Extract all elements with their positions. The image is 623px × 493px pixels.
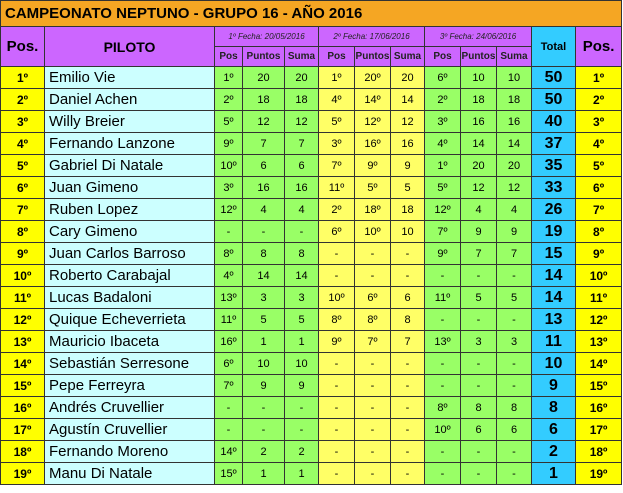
fecha-2-pos-cell: 6º bbox=[319, 221, 355, 243]
fecha-3-puntos-cell: - bbox=[461, 463, 497, 485]
fecha-2-suma-cell: 16 bbox=[391, 133, 425, 155]
pilot-name-cell: Willy Breier bbox=[45, 111, 215, 133]
fecha-3-suma-cell: 8 bbox=[497, 397, 532, 419]
fecha-1-puntos-cell: 5 bbox=[243, 309, 285, 331]
fecha-1-puntos-cell: 8 bbox=[243, 243, 285, 265]
fecha-2-pos-cell: 1º bbox=[319, 67, 355, 89]
fecha-2-suma-cell: - bbox=[391, 265, 425, 287]
table-row bbox=[1, 199, 622, 221]
fecha-1-suma-cell: 5 bbox=[285, 309, 319, 331]
pilot-name-cell: Manu Di Natale bbox=[45, 463, 215, 485]
table-row bbox=[1, 67, 622, 89]
total-cell: 8 bbox=[532, 397, 576, 419]
table-row bbox=[1, 419, 622, 441]
fecha-2-suma-cell: - bbox=[391, 397, 425, 419]
position-right-cell: 18º bbox=[576, 441, 622, 463]
fecha-3-suma-cell: 9 bbox=[497, 221, 532, 243]
total-cell: 15 bbox=[532, 243, 576, 265]
total-cell: 19 bbox=[532, 221, 576, 243]
fecha-1-pos-cell: 1º bbox=[215, 67, 243, 89]
fecha-2-suma-cell: 6 bbox=[391, 287, 425, 309]
fecha-1-puntos-cell: 18 bbox=[243, 89, 285, 111]
fecha-1-puntos-cell: 16 bbox=[243, 177, 285, 199]
fecha-3-pos-cell: - bbox=[425, 441, 461, 463]
total-cell: 10 bbox=[532, 353, 576, 375]
position-right-cell: 8º bbox=[576, 221, 622, 243]
fecha-3-pos-cell: - bbox=[425, 309, 461, 331]
total-cell: 14 bbox=[532, 265, 576, 287]
fecha-2-puntos-cell: 18º bbox=[355, 199, 391, 221]
position-right-cell: 3º bbox=[576, 111, 622, 133]
total-cell: 2 bbox=[532, 441, 576, 463]
fecha-1-puntos-cell: 20 bbox=[243, 67, 285, 89]
fecha-1-pos-cell: 2º bbox=[215, 89, 243, 111]
fecha-2-pos-cell: 9º bbox=[319, 331, 355, 353]
fecha-3-suma-cell: - bbox=[497, 441, 532, 463]
fecha-3-puntos-cell: 8 bbox=[461, 397, 497, 419]
fecha-3-puntos-cell: - bbox=[461, 353, 497, 375]
fecha-3-suma-cell: 10 bbox=[497, 67, 532, 89]
position-cell: 1º bbox=[1, 67, 45, 89]
fecha-2-suma-cell: 20 bbox=[391, 67, 425, 89]
pilot-name-cell: Ruben Lopez bbox=[45, 199, 215, 221]
position-cell: 9º bbox=[1, 243, 45, 265]
fecha-1-puntos-cell: 9 bbox=[243, 375, 285, 397]
fecha-1-puntos-cell: 6 bbox=[243, 155, 285, 177]
position-cell: 16º bbox=[1, 397, 45, 419]
total-cell: 40 bbox=[532, 111, 576, 133]
fecha-3-puntos-cell: 6 bbox=[461, 419, 497, 441]
fecha-1-puntos-cell: 2 bbox=[243, 441, 285, 463]
fecha-3-puntos-cell: 14 bbox=[461, 133, 497, 155]
fecha-1-suma-cell: 10 bbox=[285, 353, 319, 375]
fecha-3-suma-cell: 16 bbox=[497, 111, 532, 133]
position-cell: 4º bbox=[1, 133, 45, 155]
fecha-1-suma-cell: 16 bbox=[285, 177, 319, 199]
fecha-2-pos-cell: 11º bbox=[319, 177, 355, 199]
pilot-name-cell: Fernando Lanzone bbox=[45, 133, 215, 155]
fecha-2-header: 2º Fecha: 17/06/2016 bbox=[319, 27, 425, 47]
total-cell: 9 bbox=[532, 375, 576, 397]
position-cell: 2º bbox=[1, 89, 45, 111]
fecha-1-header: 1º Fecha: 20/05/2016 bbox=[215, 27, 319, 47]
fecha-2-pos-cell: - bbox=[319, 265, 355, 287]
fecha-1-suma-cell: - bbox=[285, 419, 319, 441]
fecha-2-pos-cell: - bbox=[319, 243, 355, 265]
fecha-3-puntos-cell: - bbox=[461, 375, 497, 397]
fecha-1-pos-cell: 4º bbox=[215, 265, 243, 287]
total-cell: 33 bbox=[532, 177, 576, 199]
fecha-2-suma-cell: 9 bbox=[391, 155, 425, 177]
position-cell: 5º bbox=[1, 155, 45, 177]
pilot-name-cell: Emilio Vie bbox=[45, 67, 215, 89]
table-row bbox=[1, 221, 622, 243]
fecha-2-pos-cell: 10º bbox=[319, 287, 355, 309]
fecha-3-puntos-cell: 9 bbox=[461, 221, 497, 243]
fecha-3-puntos-cell: 4 bbox=[461, 199, 497, 221]
fecha-2-puntos-cell: - bbox=[355, 375, 391, 397]
fecha-1-suma-cell: 9 bbox=[285, 375, 319, 397]
position-right-cell: 11º bbox=[576, 287, 622, 309]
fecha-3-puntos-cell: 12 bbox=[461, 177, 497, 199]
position-cell: 7º bbox=[1, 199, 45, 221]
fecha-3-puntos-cell: - bbox=[461, 309, 497, 331]
fecha-2-puntos-cell: 9º bbox=[355, 155, 391, 177]
total-cell: 6 bbox=[532, 419, 576, 441]
fecha-3-pos-cell: 7º bbox=[425, 221, 461, 243]
fecha-1-pos-cell: 13º bbox=[215, 287, 243, 309]
fecha-3-pos-cell: 1º bbox=[425, 155, 461, 177]
fecha-2-suma-cell: - bbox=[391, 463, 425, 485]
fecha-2-puntos-cell: 6º bbox=[355, 287, 391, 309]
fecha-1-pos-cell: - bbox=[215, 397, 243, 419]
fecha-3-suma-cell: - bbox=[497, 375, 532, 397]
fecha-1-suma-cell: 6 bbox=[285, 155, 319, 177]
table-row bbox=[1, 111, 622, 133]
fecha-1-puntos-cell: - bbox=[243, 419, 285, 441]
pos-header: Pos. bbox=[1, 27, 45, 67]
position-right-cell: 14º bbox=[576, 353, 622, 375]
fecha-1-puntos-cell: - bbox=[243, 221, 285, 243]
fecha-1-puntos-cell: 1 bbox=[243, 463, 285, 485]
fecha-3-pos-cell: - bbox=[425, 375, 461, 397]
fecha-3-pos-cell: 6º bbox=[425, 67, 461, 89]
fecha-3-pos-cell: - bbox=[425, 353, 461, 375]
fecha-1-pos-cell: 7º bbox=[215, 375, 243, 397]
fecha-1-pos-cell: 11º bbox=[215, 309, 243, 331]
position-cell: 6º bbox=[1, 177, 45, 199]
total-cell: 50 bbox=[532, 89, 576, 111]
position-right-cell: 16º bbox=[576, 397, 622, 419]
fecha-3-suma-cell: 14 bbox=[497, 133, 532, 155]
fecha-2-puntos-cell: 14º bbox=[355, 89, 391, 111]
position-cell: 18º bbox=[1, 441, 45, 463]
position-right-cell: 17º bbox=[576, 419, 622, 441]
position-cell: 12º bbox=[1, 309, 45, 331]
table-title: CAMPEONATO NEPTUNO - GRUPO 16 - AÑO 2016 bbox=[1, 1, 622, 27]
pilot-name-cell: Pepe Ferreyra bbox=[45, 375, 215, 397]
fecha-1-pos-header: Pos bbox=[215, 47, 243, 67]
fecha-2-puntos-cell: 20º bbox=[355, 67, 391, 89]
position-right-cell: 12º bbox=[576, 309, 622, 331]
position-cell: 3º bbox=[1, 111, 45, 133]
fecha-2-pos-cell: - bbox=[319, 397, 355, 419]
fecha-3-puntos-cell: 3 bbox=[461, 331, 497, 353]
fecha-1-puntos-cell: 4 bbox=[243, 199, 285, 221]
total-cell: 26 bbox=[532, 199, 576, 221]
table-row bbox=[1, 331, 622, 353]
fecha-1-puntos-cell: 3 bbox=[243, 287, 285, 309]
fecha-2-pos-cell: - bbox=[319, 375, 355, 397]
position-cell: 8º bbox=[1, 221, 45, 243]
position-cell: 19º bbox=[1, 463, 45, 485]
fecha-3-suma-cell: - bbox=[497, 309, 532, 331]
position-cell: 13º bbox=[1, 331, 45, 353]
fecha-1-puntos-cell: 14 bbox=[243, 265, 285, 287]
fecha-2-suma-cell: 18 bbox=[391, 199, 425, 221]
fecha-2-puntos-cell: - bbox=[355, 397, 391, 419]
total-cell: 37 bbox=[532, 133, 576, 155]
fecha-1-pos-cell: 6º bbox=[215, 353, 243, 375]
table-row bbox=[1, 441, 622, 463]
table-row bbox=[1, 397, 622, 419]
fecha-2-pos-cell: - bbox=[319, 353, 355, 375]
fecha-1-puntos-cell: 10 bbox=[243, 353, 285, 375]
pilot-name-cell: Lucas Badaloni bbox=[45, 287, 215, 309]
fecha-3-pos-cell: 5º bbox=[425, 177, 461, 199]
fecha-1-suma-cell: 1 bbox=[285, 331, 319, 353]
total-cell: 35 bbox=[532, 155, 576, 177]
position-right-cell: 6º bbox=[576, 177, 622, 199]
table-row bbox=[1, 309, 622, 331]
pilot-name-cell: Mauricio Ibaceta bbox=[45, 331, 215, 353]
fecha-1-puntos-header: Puntos bbox=[243, 47, 285, 67]
fecha-1-pos-cell: 16º bbox=[215, 331, 243, 353]
position-cell: 10º bbox=[1, 265, 45, 287]
pilot-name-cell: Andrés Cruvellier bbox=[45, 397, 215, 419]
fecha-1-suma-cell: 1 bbox=[285, 463, 319, 485]
fecha-3-suma-cell: 4 bbox=[497, 199, 532, 221]
fecha-2-pos-cell: 2º bbox=[319, 199, 355, 221]
fecha-1-suma-cell: 3 bbox=[285, 287, 319, 309]
fecha-3-puntos-cell: 20 bbox=[461, 155, 497, 177]
fecha-3-pos-cell: 9º bbox=[425, 243, 461, 265]
pos-right-header: Pos. bbox=[576, 27, 622, 67]
fecha-3-suma-cell: - bbox=[497, 353, 532, 375]
fecha-2-pos-cell: 7º bbox=[319, 155, 355, 177]
fecha-1-pos-cell: 14º bbox=[215, 441, 243, 463]
fecha-2-pos-cell: 3º bbox=[319, 133, 355, 155]
fecha-2-puntos-cell: - bbox=[355, 243, 391, 265]
fecha-2-pos-cell: 5º bbox=[319, 111, 355, 133]
total-cell: 11 bbox=[532, 331, 576, 353]
fecha-3-suma-cell: 5 bbox=[497, 287, 532, 309]
pilot-name-cell: Cary Gimeno bbox=[45, 221, 215, 243]
fecha-3-puntos-cell: 5 bbox=[461, 287, 497, 309]
fecha-2-pos-cell: - bbox=[319, 419, 355, 441]
fecha-3-pos-cell: 12º bbox=[425, 199, 461, 221]
pilot-name-cell: Juan Carlos Barroso bbox=[45, 243, 215, 265]
fecha-3-pos-cell: 2º bbox=[425, 89, 461, 111]
fecha-3-puntos-cell: 16 bbox=[461, 111, 497, 133]
total-cell: 1 bbox=[532, 463, 576, 485]
table-row bbox=[1, 177, 622, 199]
fecha-3-pos-cell: - bbox=[425, 265, 461, 287]
total-cell: 50 bbox=[532, 67, 576, 89]
fecha-3-suma-cell: 12 bbox=[497, 177, 532, 199]
fecha-3-puntos-cell: 10 bbox=[461, 67, 497, 89]
fecha-2-suma-cell: - bbox=[391, 375, 425, 397]
fecha-1-suma-cell: 20 bbox=[285, 67, 319, 89]
fecha-1-pos-cell: - bbox=[215, 419, 243, 441]
fecha-1-puntos-cell: 1 bbox=[243, 331, 285, 353]
pilot-name-cell: Juan Gimeno bbox=[45, 177, 215, 199]
fecha-2-puntos-cell: - bbox=[355, 441, 391, 463]
fecha-3-suma-cell: 3 bbox=[497, 331, 532, 353]
fecha-3-suma-cell: - bbox=[497, 463, 532, 485]
table-row bbox=[1, 353, 622, 375]
fecha-3-suma-cell: 6 bbox=[497, 419, 532, 441]
fecha-1-puntos-cell: 7 bbox=[243, 133, 285, 155]
fecha-1-pos-cell: 10º bbox=[215, 155, 243, 177]
fecha-3-pos-cell: 8º bbox=[425, 397, 461, 419]
table-row bbox=[1, 133, 622, 155]
fecha-2-puntos-cell: - bbox=[355, 463, 391, 485]
fecha-2-suma-header: Suma bbox=[391, 47, 425, 67]
table-row bbox=[1, 375, 622, 397]
position-right-cell: 10º bbox=[576, 265, 622, 287]
position-right-cell: 7º bbox=[576, 199, 622, 221]
fecha-1-puntos-cell: 12 bbox=[243, 111, 285, 133]
position-cell: 11º bbox=[1, 287, 45, 309]
fecha-2-pos-cell: 4º bbox=[319, 89, 355, 111]
fecha-2-puntos-header: Puntos bbox=[355, 47, 391, 67]
fecha-3-pos-cell: 13º bbox=[425, 331, 461, 353]
piloto-header: PILOTO bbox=[45, 27, 215, 67]
fecha-2-puntos-cell: 8º bbox=[355, 309, 391, 331]
fecha-3-puntos-cell: - bbox=[461, 441, 497, 463]
position-right-cell: 5º bbox=[576, 155, 622, 177]
table-row bbox=[1, 243, 622, 265]
position-right-cell: 15º bbox=[576, 375, 622, 397]
fecha-1-pos-cell: 9º bbox=[215, 133, 243, 155]
position-cell: 15º bbox=[1, 375, 45, 397]
fecha-3-pos-cell: 3º bbox=[425, 111, 461, 133]
fecha-3-pos-header: Pos bbox=[425, 47, 461, 67]
fecha-2-suma-cell: - bbox=[391, 243, 425, 265]
position-right-cell: 2º bbox=[576, 89, 622, 111]
fecha-1-pos-cell: 12º bbox=[215, 199, 243, 221]
fecha-1-pos-cell: - bbox=[215, 221, 243, 243]
fecha-3-suma-cell: 20 bbox=[497, 155, 532, 177]
fecha-3-pos-cell: 11º bbox=[425, 287, 461, 309]
fecha-3-suma-cell: 18 bbox=[497, 89, 532, 111]
fecha-2-pos-header: Pos bbox=[319, 47, 355, 67]
position-cell: 14º bbox=[1, 353, 45, 375]
pilot-name-cell: Quique Echeverrieta bbox=[45, 309, 215, 331]
fecha-2-suma-cell: 7 bbox=[391, 331, 425, 353]
fecha-3-pos-cell: - bbox=[425, 463, 461, 485]
pilot-name-cell: Agustín Cruvellier bbox=[45, 419, 215, 441]
fecha-1-suma-cell: 18 bbox=[285, 89, 319, 111]
pilot-name-cell: Daniel Achen bbox=[45, 89, 215, 111]
pilot-name-cell: Roberto Carabajal bbox=[45, 265, 215, 287]
total-header: Total bbox=[532, 27, 576, 67]
fecha-3-puntos-cell: 18 bbox=[461, 89, 497, 111]
table-row bbox=[1, 287, 622, 309]
table-row bbox=[1, 155, 622, 177]
position-right-cell: 9º bbox=[576, 243, 622, 265]
fecha-2-puntos-cell: 12º bbox=[355, 111, 391, 133]
fecha-2-suma-cell: 10 bbox=[391, 221, 425, 243]
fecha-1-suma-cell: - bbox=[285, 397, 319, 419]
fecha-2-pos-cell: - bbox=[319, 441, 355, 463]
fecha-2-puntos-cell: - bbox=[355, 419, 391, 441]
fecha-3-puntos-cell: - bbox=[461, 265, 497, 287]
total-cell: 14 bbox=[532, 287, 576, 309]
fecha-1-suma-cell: 14 bbox=[285, 265, 319, 287]
pilot-name-cell: Sebastián Serresone bbox=[45, 353, 215, 375]
fecha-2-suma-cell: 5 bbox=[391, 177, 425, 199]
fecha-2-puntos-cell: - bbox=[355, 353, 391, 375]
fecha-2-puntos-cell: 16º bbox=[355, 133, 391, 155]
fecha-1-pos-cell: 15º bbox=[215, 463, 243, 485]
fecha-2-suma-cell: - bbox=[391, 419, 425, 441]
total-cell: 13 bbox=[532, 309, 576, 331]
fecha-3-pos-cell: 4º bbox=[425, 133, 461, 155]
fecha-2-pos-cell: - bbox=[319, 463, 355, 485]
fecha-1-puntos-cell: - bbox=[243, 397, 285, 419]
fecha-2-suma-cell: 12 bbox=[391, 111, 425, 133]
fecha-2-puntos-cell: 5º bbox=[355, 177, 391, 199]
fecha-2-puntos-cell: 10º bbox=[355, 221, 391, 243]
fecha-3-puntos-header: Puntos bbox=[461, 47, 497, 67]
fecha-3-suma-header: Suma bbox=[497, 47, 532, 67]
position-cell: 17º bbox=[1, 419, 45, 441]
table-row bbox=[1, 89, 622, 111]
fecha-1-suma-header: Suma bbox=[285, 47, 319, 67]
position-right-cell: 13º bbox=[576, 331, 622, 353]
position-right-cell: 4º bbox=[576, 133, 622, 155]
fecha-1-suma-cell: 2 bbox=[285, 441, 319, 463]
fecha-3-header: 3º Fecha: 24/06/2016 bbox=[425, 27, 532, 47]
fecha-2-puntos-cell: 7º bbox=[355, 331, 391, 353]
fecha-1-suma-cell: - bbox=[285, 221, 319, 243]
fecha-2-suma-cell: - bbox=[391, 441, 425, 463]
fecha-3-pos-cell: 10º bbox=[425, 419, 461, 441]
fecha-1-suma-cell: 7 bbox=[285, 133, 319, 155]
fecha-2-suma-cell: 14 bbox=[391, 89, 425, 111]
position-right-cell: 19º bbox=[576, 463, 622, 485]
fecha-2-puntos-cell: - bbox=[355, 265, 391, 287]
fecha-1-pos-cell: 5º bbox=[215, 111, 243, 133]
fecha-2-pos-cell: 8º bbox=[319, 309, 355, 331]
fecha-1-suma-cell: 4 bbox=[285, 199, 319, 221]
pilot-name-cell: Fernando Moreno bbox=[45, 441, 215, 463]
position-right-cell: 1º bbox=[576, 67, 622, 89]
fecha-3-puntos-cell: 7 bbox=[461, 243, 497, 265]
fecha-2-suma-cell: - bbox=[391, 353, 425, 375]
pilot-name-cell: Gabriel Di Natale bbox=[45, 155, 215, 177]
fecha-3-suma-cell: - bbox=[497, 265, 532, 287]
fecha-1-suma-cell: 12 bbox=[285, 111, 319, 133]
table-row bbox=[1, 265, 622, 287]
fecha-1-suma-cell: 8 bbox=[285, 243, 319, 265]
table-row bbox=[1, 463, 622, 485]
fecha-1-pos-cell: 8º bbox=[215, 243, 243, 265]
fecha-1-pos-cell: 3º bbox=[215, 177, 243, 199]
fecha-3-suma-cell: 7 bbox=[497, 243, 532, 265]
fecha-2-suma-cell: 8 bbox=[391, 309, 425, 331]
